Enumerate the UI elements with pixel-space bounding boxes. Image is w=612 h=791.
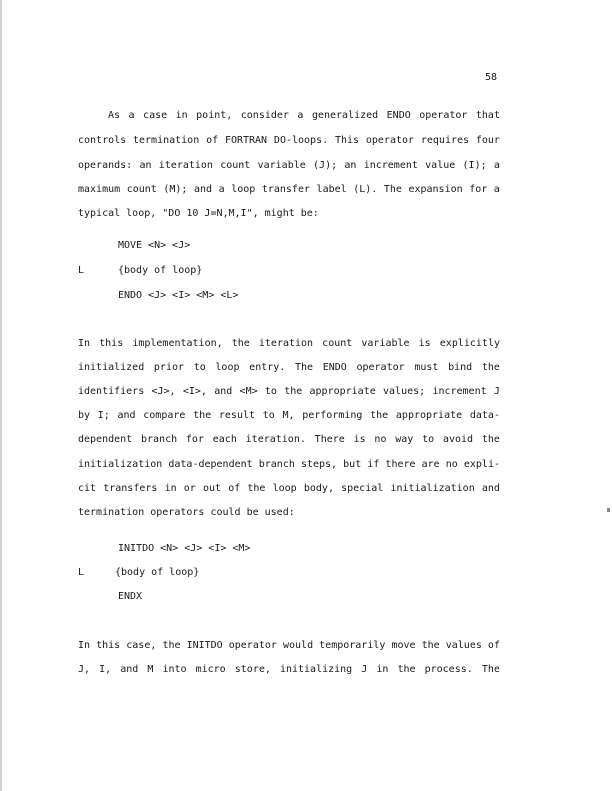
text-line: In this case, the INITDO operator would temporarily move the values of <box>78 640 500 651</box>
text-line: typical loop, "DO 10 J=N,M,I", might be: <box>78 208 319 219</box>
text-line: In this implementation, the iteration count variable is explicitly <box>78 338 500 349</box>
code-label: L <box>78 265 85 276</box>
code-line: {body of loop} <box>115 567 200 578</box>
scan-edge-left <box>0 0 2 791</box>
text-line: maximum count (M); and a loop transfer label (L). The expansion for a <box>78 184 500 195</box>
text-line: identifiers <J>, <I>, and <M> to the appropriate values; increment J <box>78 386 500 397</box>
code-line: ENDO <J> <I> <M> <L> <box>118 290 239 301</box>
text-line: initialization data-dependent branch steps, but if there are no expli- <box>78 459 500 470</box>
text-line: by I; and compare the result to M, performing the appropriate data- <box>78 410 500 421</box>
text-line: operands: an iteration count variable (J); an increment value (I); a <box>78 160 500 171</box>
text-line: J, I, and M into micro store, initializing J in the process. The <box>78 664 500 675</box>
text-line: dependent branch for each iteration. There is no way to avoid the <box>78 434 500 445</box>
text-line: termination operators could be used: <box>78 507 295 518</box>
scan-mark-right <box>607 508 610 512</box>
code-line: ENDX <box>118 591 143 602</box>
code-line: {body of loop} <box>118 265 203 276</box>
text-line: As a case in point, consider a generalized ENDO operator that <box>108 110 500 121</box>
code-line: MOVE <N> <J> <box>118 240 191 251</box>
text-line: cit transfers in or out of the loop body, special initialization and <box>78 483 500 494</box>
page-number: 58 <box>485 72 498 83</box>
text-line: initialized prior to loop entry. The ENDO operator must bind the <box>78 362 500 373</box>
code-label: L <box>78 567 85 578</box>
code-line: INITDO <N> <J> <I> <M> <box>118 543 251 554</box>
text-line: controls termination of FORTRAN DO-loops. This operator requires four <box>78 135 500 146</box>
